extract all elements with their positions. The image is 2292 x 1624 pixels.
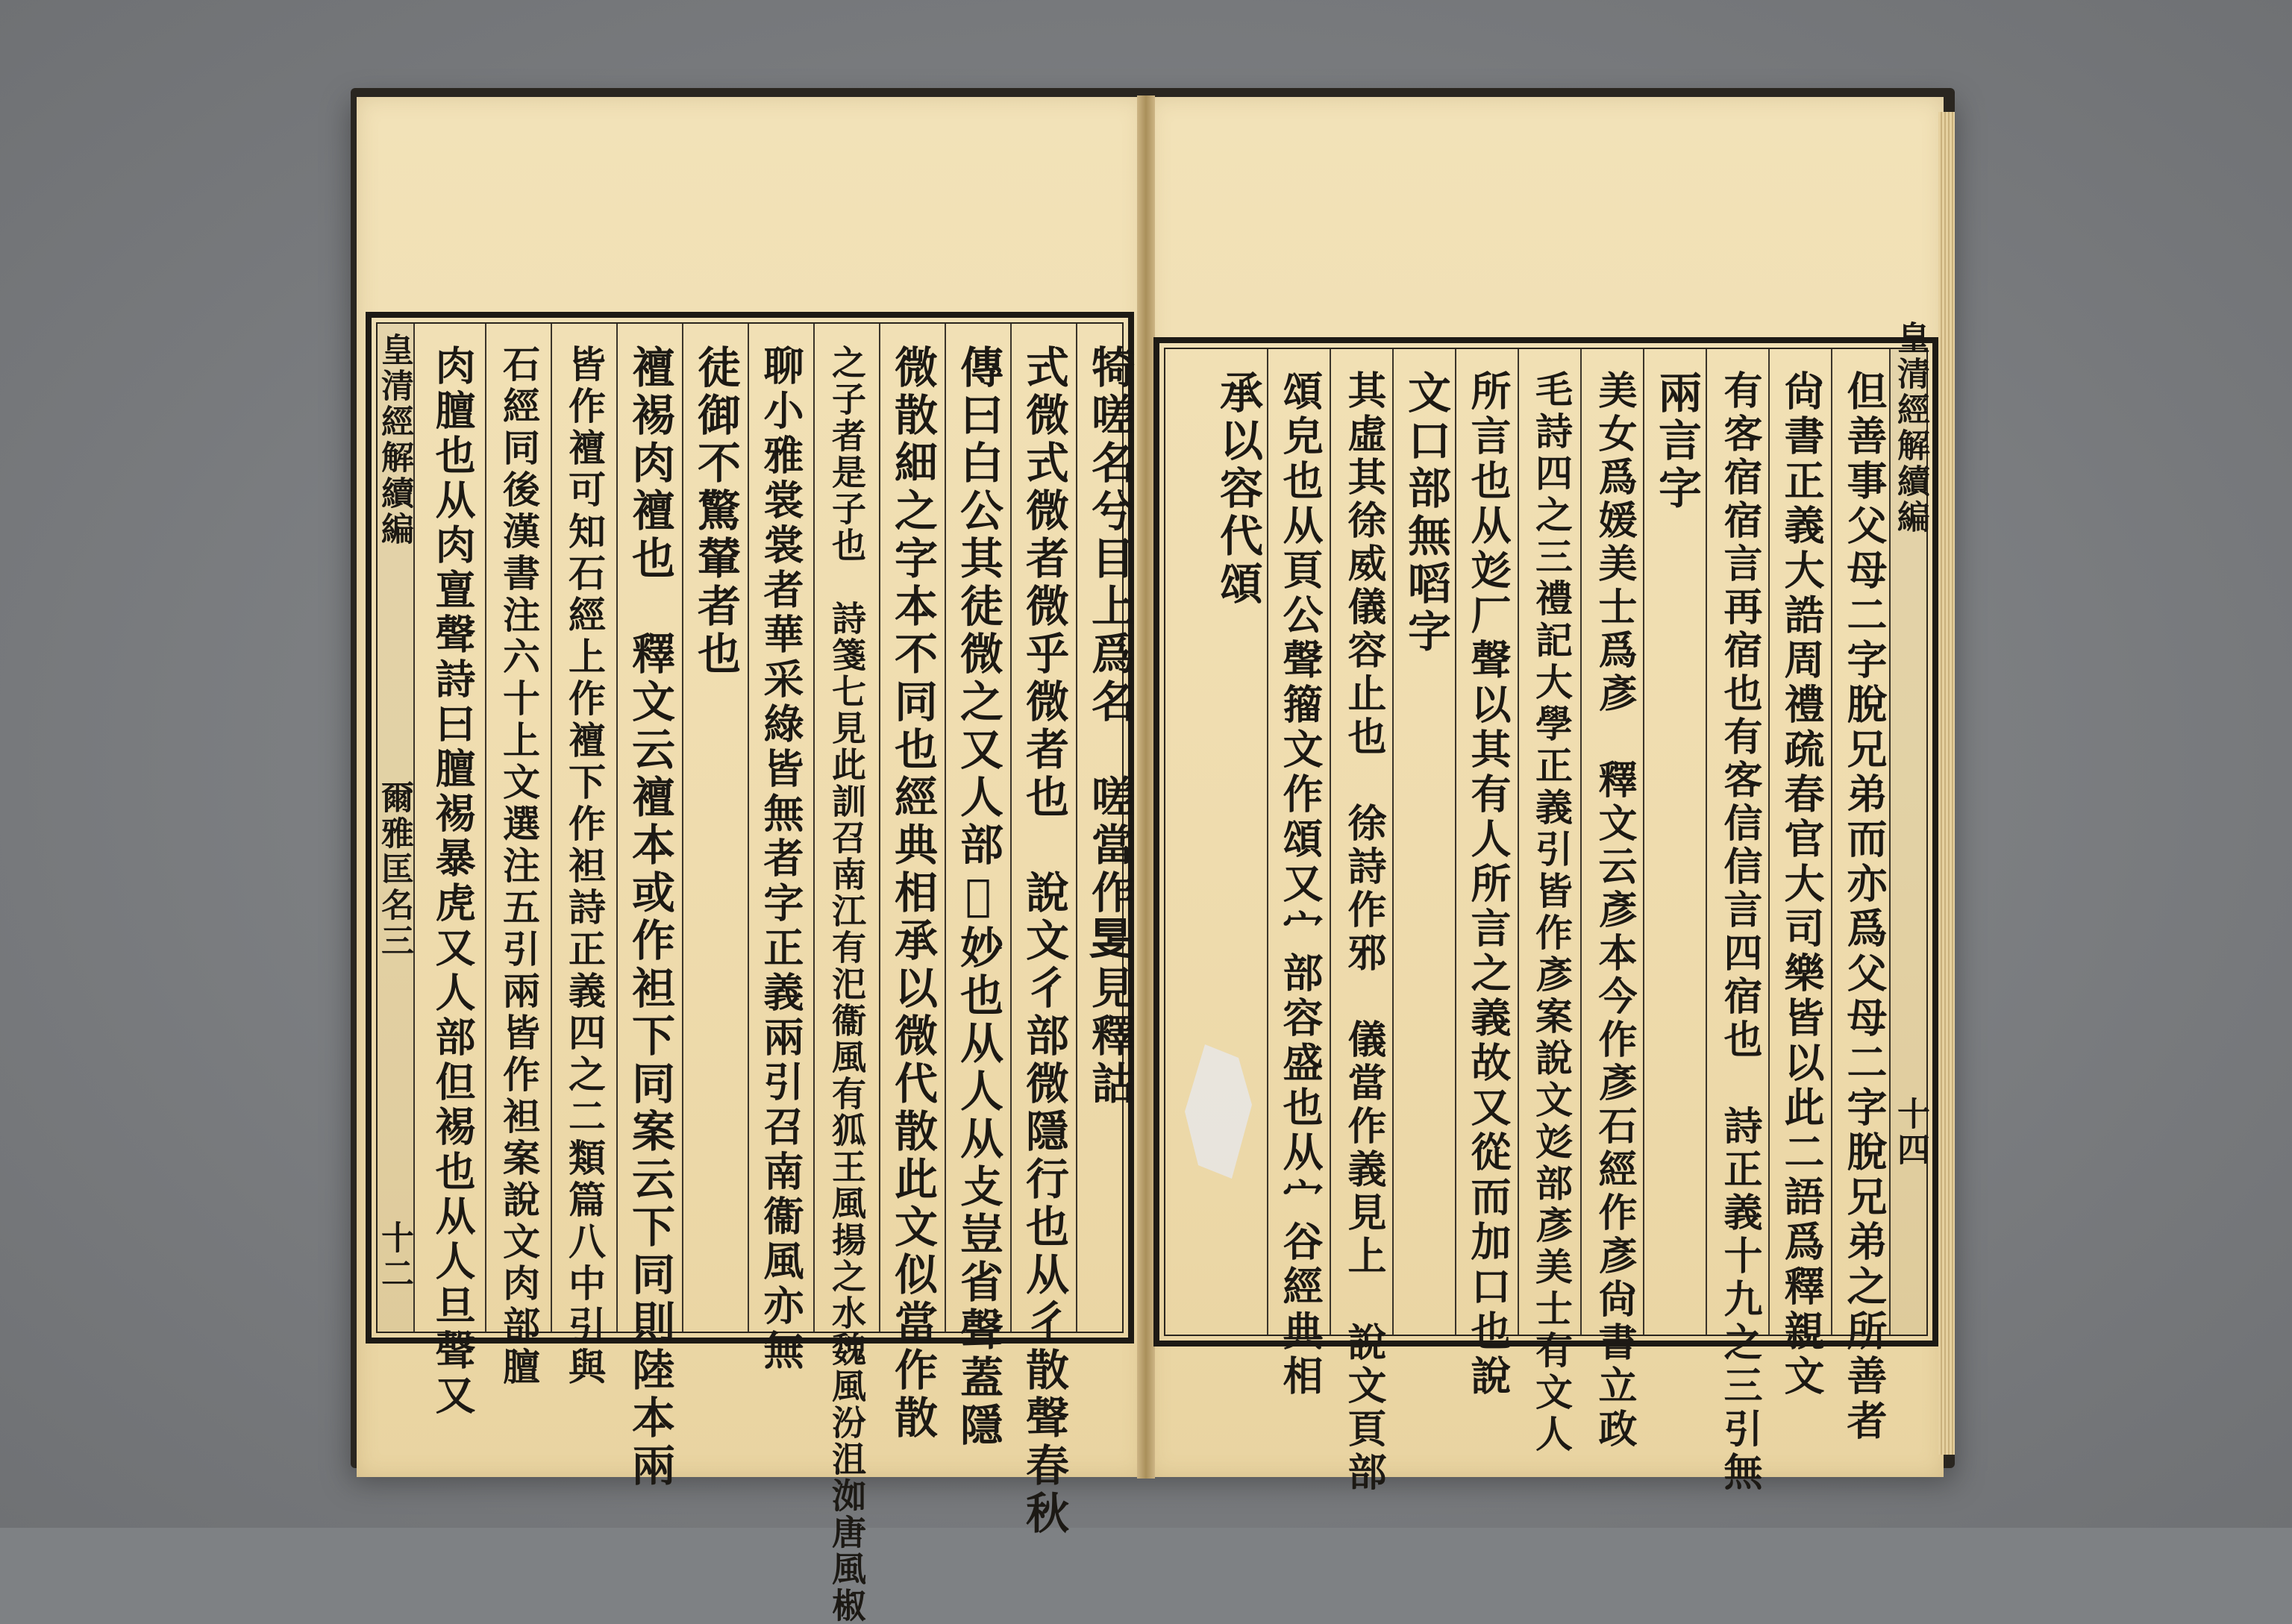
right-column-3: 有客宿宿言再宿也有客信信言四宿也 詩正義十九之三引無 [1717, 370, 1762, 1495]
right-column-1: 但善事父母二字脫兄弟而亦爲父母二字脫兄弟之所善者 [1841, 370, 1888, 1444]
column-rule [1330, 349, 1331, 1335]
left-column-3: 傳曰白公其徒微之又人部𢼸妙也从人从攴豈省聲蓋隱 [953, 345, 1003, 1450]
left-text-frame [366, 312, 1135, 1624]
right-column-6: 毛詩四之三禮記大學正義引皆作彥案說文彣部彥美士有文人 [1529, 370, 1574, 1456]
column-rule [1010, 324, 1012, 1332]
left-column-1: 犄嗟名兮目上爲名 嗟當作𥄎見釋詁 [1084, 345, 1135, 1109]
column-rule [1455, 349, 1456, 1335]
right-column-5: 美女爲媛美士爲彥 釋文云彥本今作彥石經作彥尙書立政 [1591, 370, 1637, 1452]
book-gutter [1137, 95, 1155, 1479]
left-column-7: 徒御不驚輦者也 [690, 345, 741, 679]
page-edges [1938, 112, 1955, 1455]
left-margin-header: 皇清經解續編 [375, 333, 413, 548]
right-column-8: 文口部無㗖字 [1400, 370, 1451, 656]
right-column-9: 其虛其徐威儀容止也 徐詩作邪 儀當作義見上 說文頁部 [1341, 370, 1386, 1495]
left-column-8: 襢裼肉襢也 釋文云襢本或作袒下同案云下同則陸本兩 [624, 345, 675, 1490]
column-rule [1518, 349, 1519, 1335]
column-rule [945, 324, 946, 1332]
column-rule [1768, 349, 1770, 1335]
column-rule [1267, 349, 1268, 1335]
right-margin-page-number: 十四 [1891, 1097, 1929, 1168]
left-column-11: 肉膻也从肉亶聲詩曰膻裼暴虎又人部但裼也从人旦聲又 [429, 345, 477, 1419]
left-column-5: 之子者是子也 詩箋七見此訓召南江有汜衞風有狐王風揚之水魏風汾沮洳唐風椒 [827, 345, 867, 1624]
column-rule [748, 324, 749, 1332]
column-rule [813, 324, 815, 1332]
column-rule [413, 324, 415, 1332]
right-margin-header: 皇清經解續編 [1891, 321, 1929, 536]
left-margin-section: 爾雅匡名三 [375, 780, 413, 959]
left-column-4: 微散細之字本不同也經典相承以微代散此文似當作散 [887, 345, 938, 1443]
right-text-frame [1153, 321, 1938, 1495]
column-rule [1706, 349, 1707, 1335]
column-rule [616, 324, 618, 1332]
left-column-9: 皆作襢可知石經上作襢下作袒詩正義四之二類篇八中引與 [563, 345, 607, 1389]
column-rule [1076, 324, 1077, 1332]
column-rule [682, 324, 683, 1332]
column-rule [1643, 349, 1644, 1335]
left-margin-page-number: 十二 [375, 1220, 413, 1292]
column-rule [1831, 349, 1832, 1335]
right-column-4: 兩言字 [1651, 370, 1702, 513]
left-column-2: 式微式微者微乎微者也 說文彳部微隱行也从彳散聲春秋 [1018, 345, 1069, 1538]
column-rule [1580, 349, 1582, 1335]
left-column-10: 石經同後漢書注六十上文選注五引兩皆作袒案說文肉部膻 [497, 345, 541, 1389]
right-column-7: 所言也从彣厂聲以其有人所言之義故又從而加口也說 [1465, 370, 1512, 1399]
column-rule [1889, 349, 1891, 1335]
column-rule [879, 324, 880, 1332]
right-column-2: 尙書正義大誥周禮疏春官大司樂皆以此二語爲釋親文 [1778, 370, 1826, 1399]
column-rule [1392, 349, 1394, 1335]
right-column-11: 承以容代頌 [1212, 370, 1263, 609]
left-column-6: 聊小雅裳裳者華采綠皆無者字正義兩引召南衞風亦無 [757, 345, 805, 1374]
column-rule [551, 324, 552, 1332]
column-rule [485, 324, 486, 1332]
right-column-10: 頌皃也从頁公聲籀文作頌又宀部容盛也从宀谷經典相 [1277, 370, 1324, 1399]
